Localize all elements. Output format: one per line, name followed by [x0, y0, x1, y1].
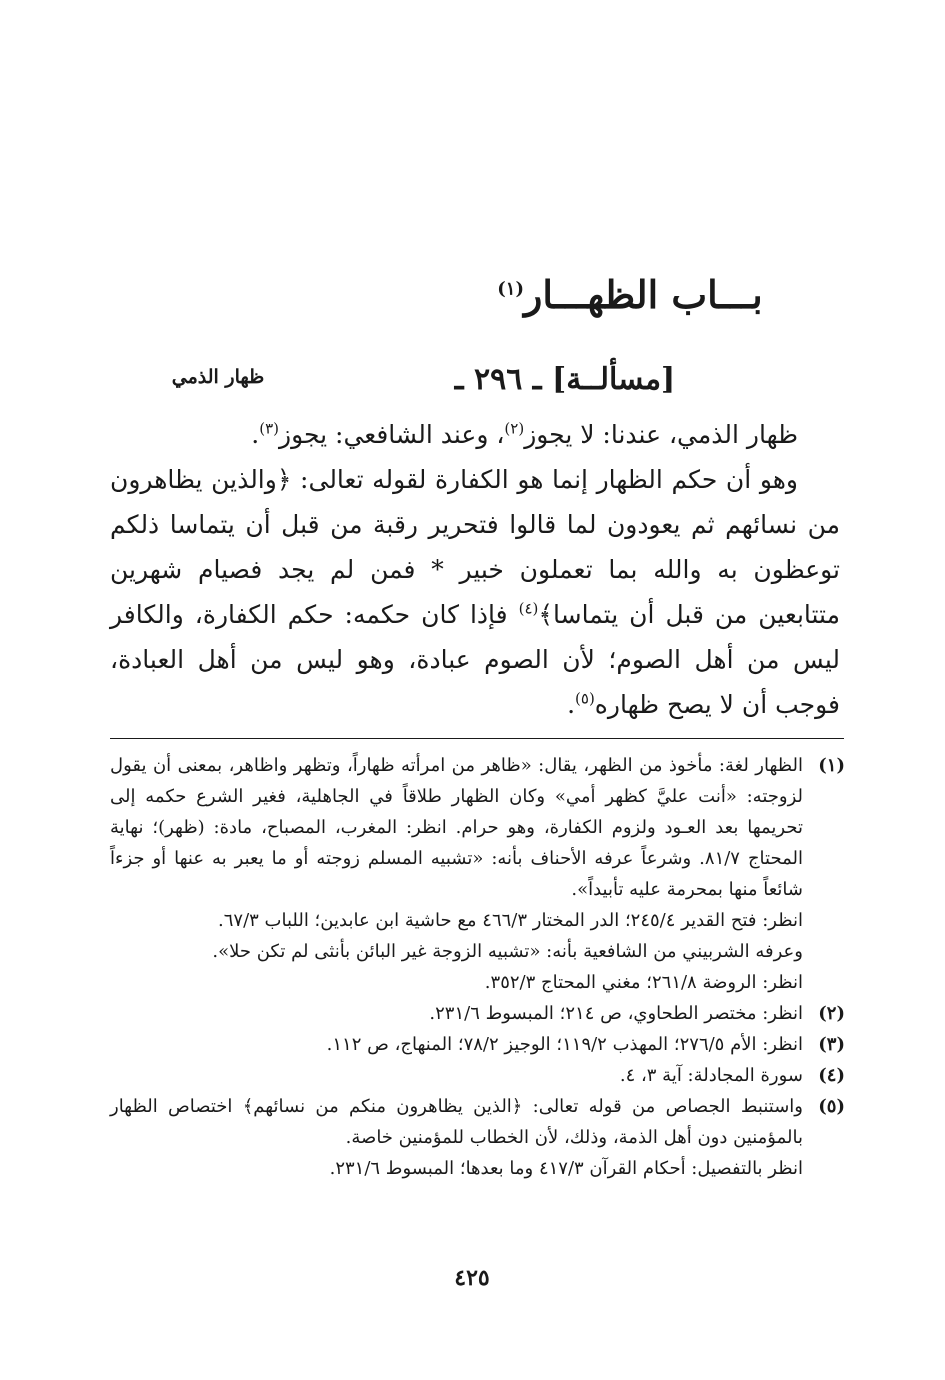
footnote-number: (٢)	[818, 1003, 845, 1024]
footnote-4	[110, 1060, 845, 1091]
chapter-title	[430, 272, 830, 317]
footnote-divider	[110, 738, 844, 739]
footnote-line: واستنبط الجصاص من قوله تعالى: ﴿الذين يظاهرون منكم من نسائهم﴾ اختصاص الظهار بالمؤمنين دون أهل الذمة، وذلك، لأن الخطاب للمؤمنين خاصة.	[110, 1096, 803, 1148]
footnote-body	[110, 1029, 803, 1060]
footnote-line: انظر: الأم ٢٧٦/٥؛ المهذب ١١٩/٢؛ الوجيز ٧٨/٢؛ المنهاج، ص ١١٢.	[326, 1034, 803, 1055]
footnote-line: سورة المجادلة: آية ٣، ٤.	[619, 1065, 803, 1086]
footnote-number: (٥)	[818, 1096, 845, 1117]
footnote-body	[110, 1060, 803, 1091]
footnote-ref-3: (٣)	[259, 419, 279, 438]
footnote-line: انظر بالتفصيل: أحكام القرآن ٤١٧/٣ وما بعدها؛ المبسوط ٢٣١/٦.	[329, 1158, 803, 1179]
footnote-ref-2: (٢)	[504, 419, 525, 438]
footnote-5	[110, 1091, 845, 1184]
footnote-ref-5: (٥)	[575, 689, 595, 708]
footnote-line: انظر: الروضة ٢٦١/٨؛ مغني المحتاج ٣٥٢/٣.	[484, 972, 803, 993]
footnote-1	[110, 750, 845, 998]
footnote-line: الظهار لغة: مأخوذ من الظهر، يقال: «ظاهر من امرأته ظهاراً، وتظهر واظاهر، بمعنى أن يقول لزوجته: «أنت عليَّ كظهر أمي» وكان الظهار طلاقاً في الجاهلية، فغير الشرع حكمه إلى تحريمها بعد العـود ولزوم الكفارة، وهو حرام. انظر: المغرب، المصباح، مادة: (ظهر)؛ نهاية المحتاج ٨١/٧. وشرعاً عرفه الأحناف بأنه: «تشبيه المسلم زوجته أو ما يعبر به عنها أو جزءاً شائعاً منها بمحرمة عليه تأبيداً».	[110, 755, 803, 900]
paragraph-1: ظهار الذمي، عندنا: لا يجوز$^{(٢)}$، وعند الشافعي: يجوز$^{(٣)}$.	[251, 419, 798, 449]
margin-note: ظهار الذمي	[171, 366, 265, 388]
footnote-body	[110, 998, 803, 1029]
footnote-body	[110, 1091, 803, 1184]
page-number: ٤٢٥	[454, 1265, 490, 1291]
footnote-number: (١)	[818, 755, 845, 776]
footnote-ref-4: (٤)	[518, 599, 539, 618]
issue-heading: [مسألــة] ـ ٢٩٦ ـ	[454, 362, 676, 397]
footnote-line: انظر: فتح القدير ٢٤٥/٤؛ الدر المختار ٤٦٦/٣ مع حاشية ابن عابدين؛ اللباب ٦٧/٣.	[218, 910, 803, 931]
footnote-line: وعرفه الشربيني من الشافعية بأنه: «تشبيه الزوجة غير البائن بأنثى لم تكن حلا».	[212, 941, 803, 962]
main-text	[110, 412, 840, 727]
chapter-footnote-ref: (١)	[497, 278, 524, 300]
footnote-line: انظر: مختصر الطحاوي، ص ٢١٤؛ المبسوط ٢٣١/٦.	[429, 1003, 803, 1024]
footnote-number: (٤)	[818, 1065, 845, 1086]
footnote-body	[110, 750, 803, 998]
footnotes	[110, 750, 845, 1184]
footnote-2	[110, 998, 845, 1029]
footnote-number: (٣)	[818, 1034, 845, 1055]
chapter-title-text: بـــاب الظهـــار	[524, 272, 763, 317]
paragraph-2: وهو أن حكم الظهار إنما هو الكفارة لقوله تعالى: ﴿والذين يظاهرون من نسائهم ثم يعودون لما قالوا فتحرير رقبة من قبل أن يتماسا ذلكم توعظون به والله بما تعملون خبير * فمن لم يجد فصيام شهرين متتابعين من قبل أن يتماسا﴾$^{(٤)}$ فإذا كان حكمه: حكم الكفارة، والكافر ليس من أهل الصوم؛ لأن الصوم عبادة، وهو ليس من أهل العبادة، فوجب أن لا يصح ظهاره$^{(٥)}$.	[110, 465, 840, 719]
footnote-3	[110, 1029, 845, 1060]
